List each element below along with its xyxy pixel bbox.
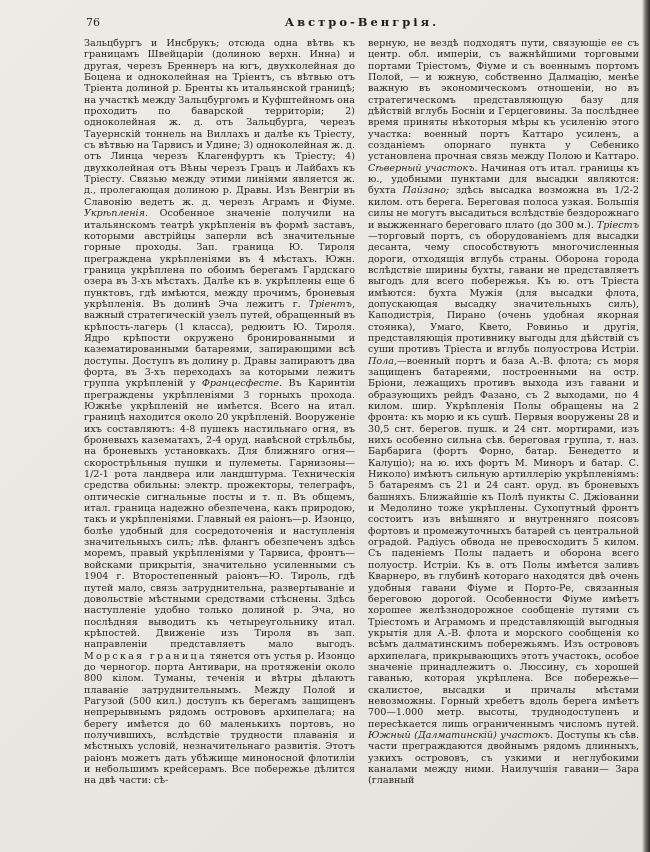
scan-edge-shadow [642,0,650,852]
page-header [84,12,640,38]
text-segment: Морская граница [84,650,207,662]
text-segment: здѣсь высадка возможна въ 1/2-2 килом. отъ берега. Береговая полоса узкая. Большія силы не могутъ высадиться вслѣдствіе бездорожнаго и выжженнаго береговаго плато (до 300 м.). [368,185,639,231]
text-segment: Особенное значеніе получили на итальянскомъ театрѣ укрѣпленія въ формѣ заставъ, которыми австрійцы заперли всѣ значительные горные проходы. Зап. граница Ю. Тироля преграждена укрѣпленіями въ 4 мѣстахъ. Южн. граница укрѣплена по обоимъ берегамъ Гардскаго озера въ 3-хъ мѣстахъ. Далѣе къ в. укрѣплены еще 6 пунктовъ, гдѣ имѣются, между прочимъ, броневыя укрѣпленія. Въ долинѣ Эча лежитъ г. [84,208,355,310]
text-segment: верную, не вездѣ подходятъ пути, связующіе ее съ центр. обл. имперіи, съ важнѣйшими торговыми портами Тріестомъ, Фіуме и съ военнымъ портомъ Полой, — и южную, собственно Далмацію, менѣе важную въ экономическомъ отношеніи, но въ стратегическомъ представляющую базу для дѣйствій вглубь Босніи и Герцеговины. За послѣднее время приняты нѣкоторыя мѣры къ усиленію этого участка: военный портъ Каттаро усиленъ, а созданіемъ опорнаго пункта у Себенико установлена прочная связь между Полою и Каттаро. [368,38,639,163]
text-segment: Пола, [368,355,398,367]
text-segment: Южный (Далматинскій) участокъ. [368,729,553,741]
text-segment: Сѣверный участокъ. [368,162,478,174]
page-title: Австро-Венгрія. [284,15,440,29]
text-segment: Укрѣпленія. [84,208,149,220]
text-segment: Пайзано; [402,185,450,197]
text-segment: —военный портъ и база А.-В. флота; съ моря защищенъ батареями, построенными на остр. Бріони, лежащихъ противъ выхода изъ гавани и образующихъ рейдъ Фазано, съ 2 выходами, по 4 килом. шир. Укрѣпленія Полы обращены на 2 фронта: къ морю и къ сушѣ. Первыя вооружены 28 и 30,5 снт. берегов. пушк. и 24 снт. мортирами, изъ нихъ особенно сильна сѣв. береговая группа, т. наз. Барбарига (фортъ Форно, батар. Бенедетто и Калуціо); на ю. ихъ фортъ М. Миноръ и батар. С. Николо) имѣютъ сильную артиллерію укрѣпленіямъ: 5 батареямъ съ 21 и 24 сант. оруд. въ броневыхъ башняхъ. Ближайшіе къ Полѣ пункты С. Джіованни и Медолино тоже укрѣплены. Сухопутный фронтъ состоитъ изъ внѣшняго и внутренняго поясовъ фортовъ и промежуточныхъ батарей съ центральной оградой. Радіусъ обвода не превосходитъ 5 килом. Съ паденіемъ Полы падаетъ и оборона всего полуостр. Истріи. Къ в. отъ Полы имѣется заливъ Кварнеро, въ глубинѣ котораго находятся двѣ очень удобныя гавани Фіуме и Порто-Ре, связанныя береговою дорогой. Особенности Фіуме имѣетъ хорошее желѣзнодорожное сообщеніе путями съ Тріестомъ и Аграмомъ и представляющій выгодныя укрытія для А.-В. флота и морского сообщенія ко всѣмъ далматинскимъ побережьямъ. Изъ острововъ архипелага, прикрывающихъ этотъ участокъ, особое значеніе принадлежитъ о. Люссину, съ хорошей гаванью, которая укрѣплена. Все побережье—скалистое, высадки и причалы мѣстами невозможны. Горный хребетъ вдоль берега имѣетъ 700—1.000 метр. высоты, труднодоступенъ и пересѣкается лишь ограниченнымъ числомъ путей. [368,355,639,730]
text-segment: Тріестъ [596,219,639,231]
text-segment: Начиная отъ итал. границы къ ю., удобными пунктами для высадки являются: бухта [368,162,639,197]
text-segment: Доступы къ сѣв. части преграждаются двойнымъ рядомъ длинныхъ, узкихъ острововъ, съ узкими и неглубокими каналами между ними. Наилучшія гавани— Зара (главный [368,729,639,787]
text-segment: важный стратегическій узелъ путей, обращенный въ крѣпость-лагерь (1 класса), редюитъ Ю. Тироля. Ядро крѣпости окружено бронированными и казематированными батареями, запирающими всѣ доступы. Доступъ въ долину р. Дравы запираютъ два форта, въ 3-хъ переходахъ за которыми лежитъ группа укрѣпленій у [84,310,355,390]
page-body [84,12,640,848]
page-number: 76 [86,16,100,29]
text-column-left [84,38,355,842]
text-segment: тянется отъ устья р. Изонцо до черногор. порта Антивари, на протяженіи около 800 кілом. Туманы, теченія и вѣтры дѣлаютъ плаваніе затруднительнымъ. Между Полой и Рагузой (500 кил.) доступъ къ берегамъ защищенъ непрерывнымъ рядомъ острововъ архипелага; на берегу имѣется до 60 маленькихъ портовъ, но получившихъ, вслѣдствіе трудности плаванія и мѣстныхъ условій, незначительнаго развитія. Этотъ раіонъ можетъ дать убѣжище миноносной флотиліи и небольшимъ крейсерамъ. Все побережье дѣлится на двѣ части: сѣ- [84,650,355,787]
text-segment: —торговый портъ, съ оборудованіемъ для высадки десанта, чему способствуютъ многочисленныя дороги, отходящія вглубь страны. Оборона города вслѣдствіе ширины бухты, гавани не представляетъ выгодъ для всего побережья. Къ ю. отъ Тріеста имѣются: бухта Мужія (для высадки флота, допускающая высадку значительныхъ силъ), Каподистрія, Пирано (очень удобная якорная стоянка), Умаго, Квето, Ровиньо и другія, представляющія противнику выгоды для дѣйствій съ суши противъ Тріеста и вглубь полуострова Истріи. [368,230,639,356]
text-segment: Тріентъ, [308,298,355,310]
two-column-text-block [84,38,640,842]
text-segment: Зальцбургъ и Инсбрукъ; отсюда одна вѣтвь къ границамъ Швейцаріи (долиною верхн. Инна) и другая, черезъ Бреннеръ на югъ, двухколейная до Боцена и одноколейная на Тріентъ, съ вѣтвью отъ Тріента долиной р. Бренты къ итальянской границѣ; на участкѣ между Зальцбургомъ и Куфштейномъ она проходитъ по баварской территоріи; 2) одноколейная ж. д. отъ Зальцбурга, черезъ Тауернскій тоннель на Виллахъ и далѣе къ Тріесту, съ вѣтвью на Тарвисъ и Удине; 3) одноколейная ж. д. отъ Линца черезъ Клагенфуртъ къ Тріесту; 4) двухколейная отъ Вѣны черезъ Грацъ и Лайбахъ къ Тріесту. Связью между этими линіями является ж. д., пролегающая долиною р. Дравы. Изъ Венгріи въ Славонію ведетъ ж. д. черезъ Аграмъ и Фіуме. [84,38,355,208]
text-segment: Францесфесте. [201,378,283,390]
text-segment: Въ Каринтіи преграждены укрѣпленіями 3 горныхъ прохода. Южнѣе укрѣпленій не имѣется. Всего на итал. границѣ находится около 20 укрѣпленій. Вооруженіе ихъ составляютъ: 4-8 пушекъ настильнаго огня, въ броневыхъ казематахъ, 2-4 оруд. навѣсной стрѣльбы, на броневыхъ установкахъ. Для ближняго огня—скорострѣльныя пушки и пулеметы. Гарнизоны—1/2-1 рота ландвера или ландштурма. Техническія средства обильны: электр. прожекторы, телеграфъ, оптическіе сигнальные посты и т. п. Въ общемъ, итал. граница надежно обезпечена, какъ природою, такъ и укрѣпленіями. Главный ея раіонъ—р. Изонцо, болѣе удобный для сосредоточенія и наступленія значительныхъ силъ; лѣв. флангъ обезпеченъ здѣсь моремъ, правый укрѣпленіями у Тарвиса, фронтъ—войсками прикрытія, значительно усиленными съ 1904 г. Второстепенный раіонъ—Ю. Тироль, гдѣ путей мало, связь затруднительна, развертываніе и довольствіе мѣстными средствами стѣснены. Здѣсь наступленіе удобно только долиной р. Эча, но послѣдняя выводитъ къ четыреугольнику итал. крѣпостей. Движеніе изъ Тироля въ зап. направленіи представляетъ мало выгодъ. [84,378,355,651]
text-column-right [368,38,639,842]
